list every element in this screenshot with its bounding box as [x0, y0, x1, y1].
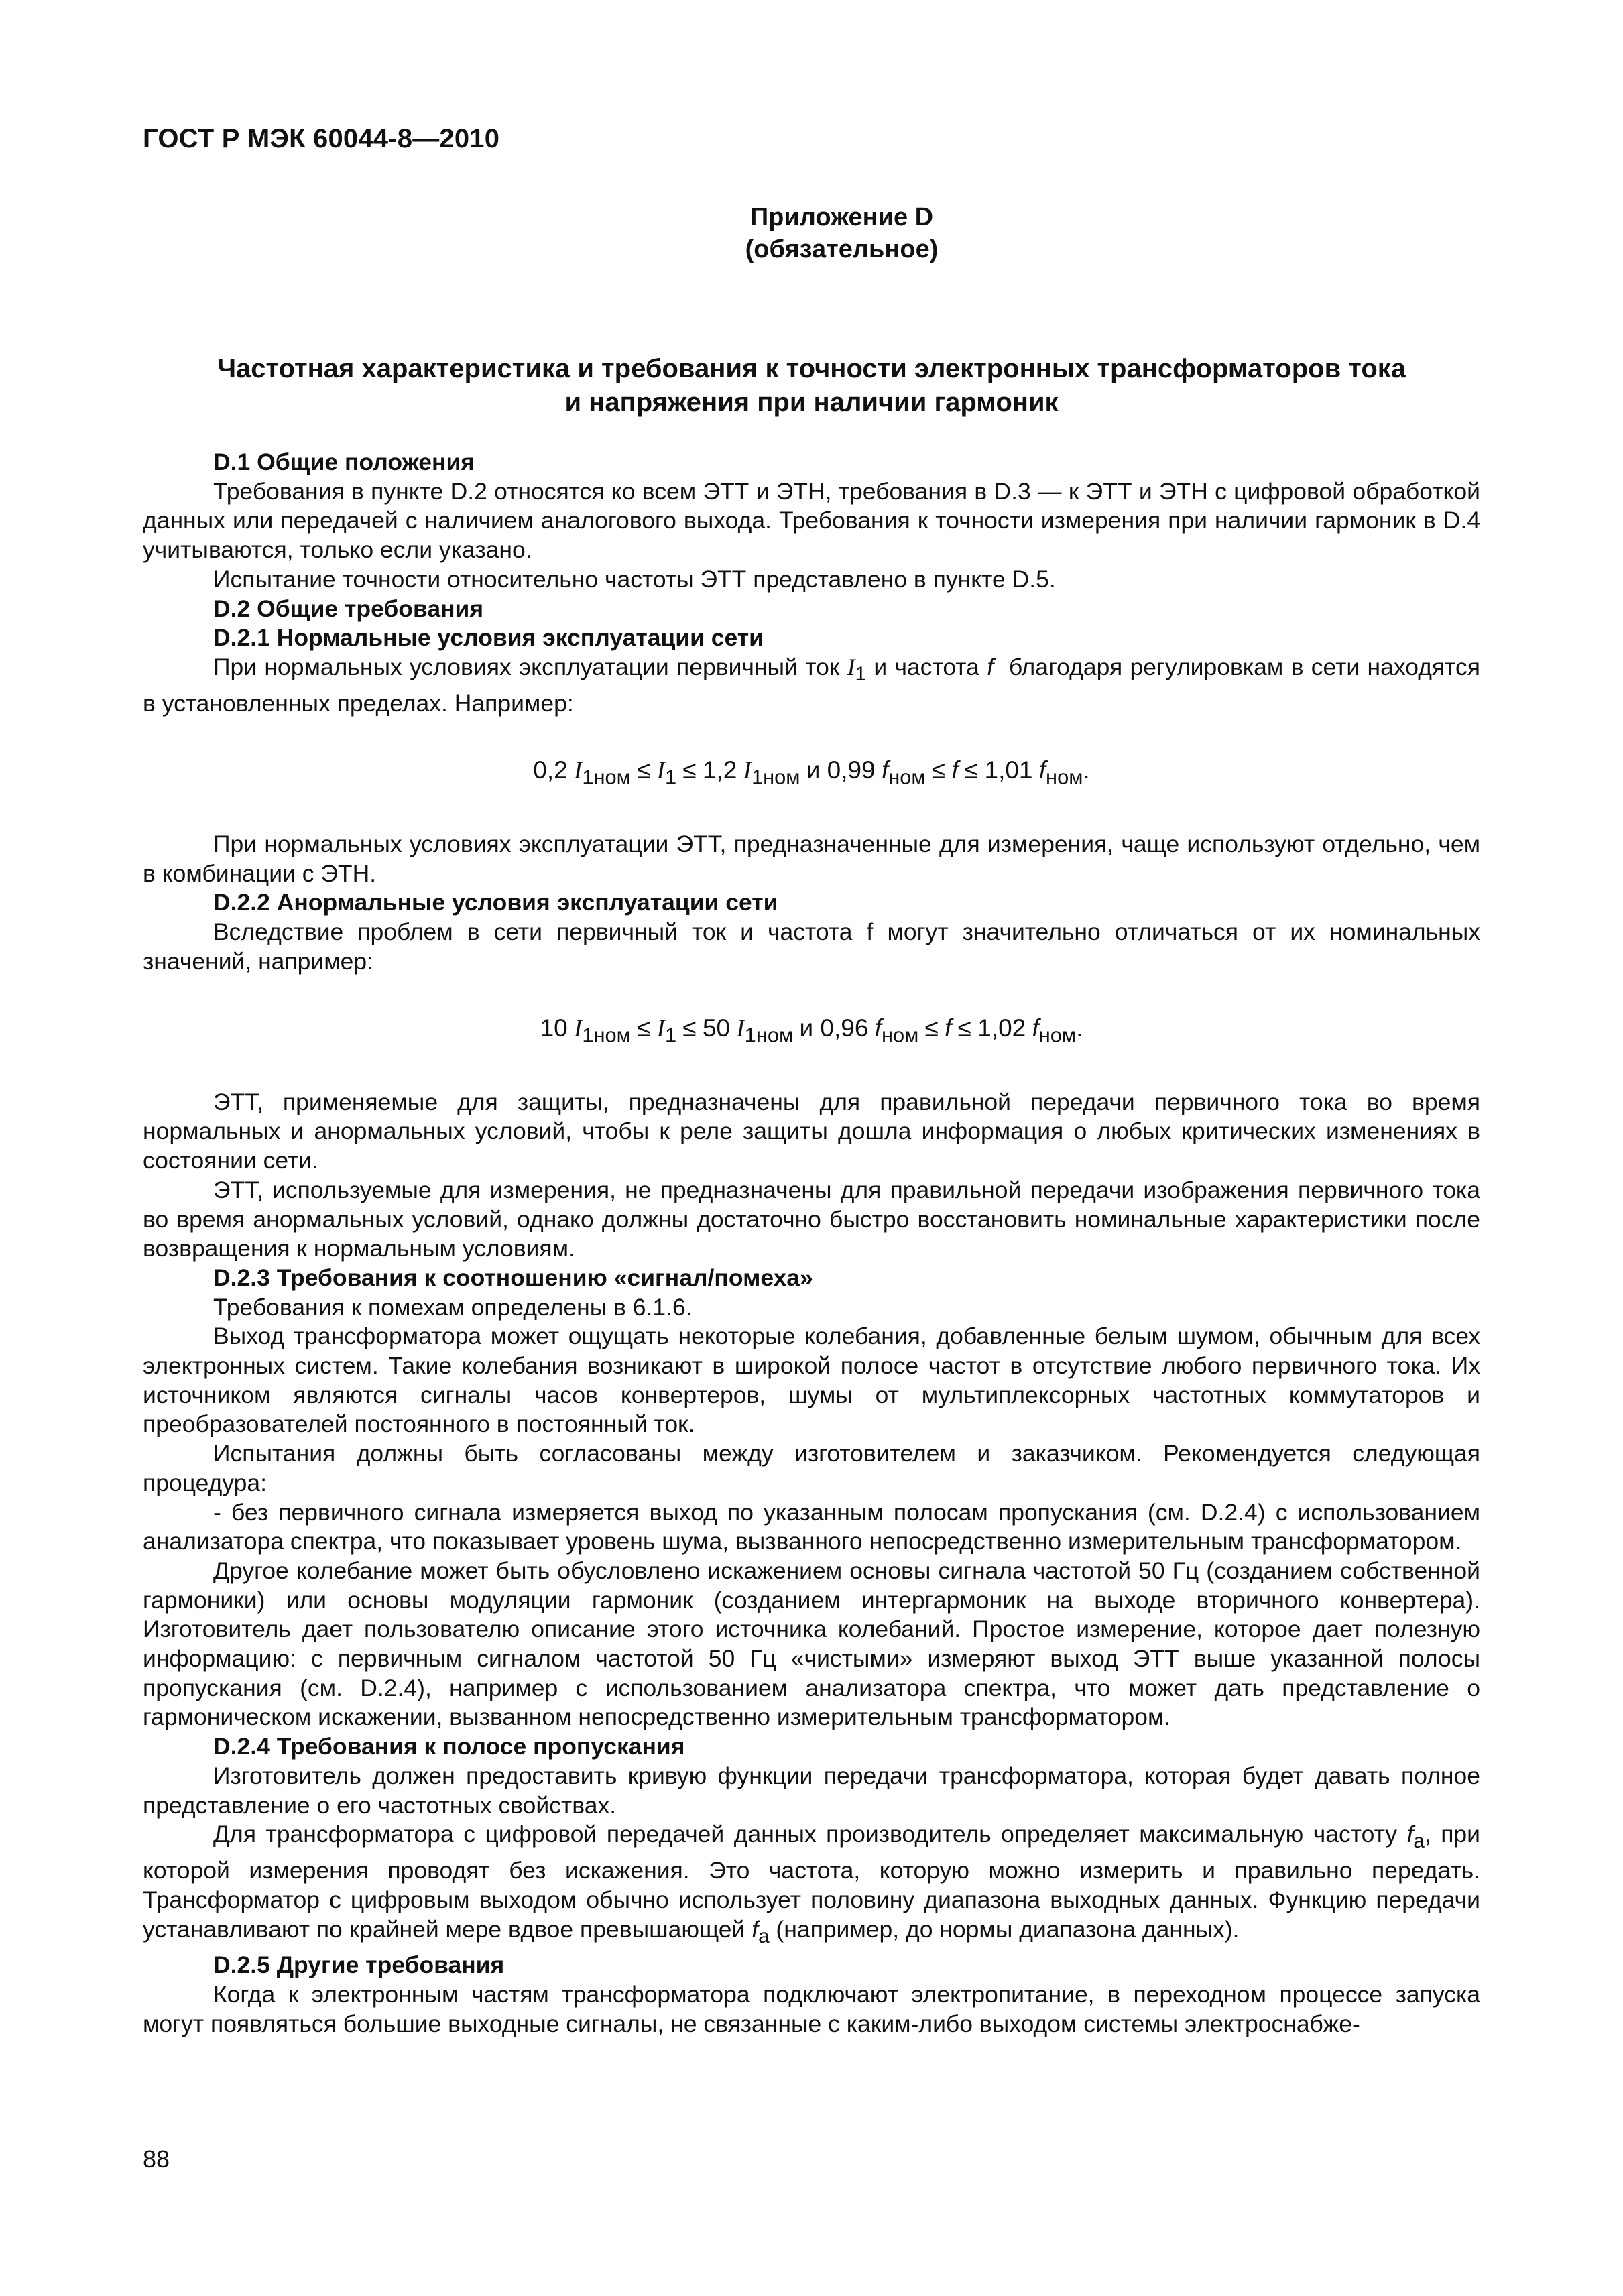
paragraph: Для трансформатора с цифровой передачей данных производитель определяет максимальную частоту $f_a$, при которой измерения проводят без искажения. Это частота, которую можно измерить и правильно передать. Трансформатор с цифровым выходом обычно использует половину диапазона выходных данных. Функцию передачи устанавливают по крайней мере вдвое превышающей $f_a$ (например, до нормы диапазона данных). [143, 1821, 1480, 1947]
paragraph: Выход трансформатора может ощущать некоторые колебания, добавленные белым шумом, обычным для всех электронных систем. Такие колебания возникают в широкой полосе частот в отсутствие любого первичного тока. Их источником являются сигналы часов конвертеров, шумы от мультиплексорных частотных коммутаторов и преобразователей постоянного в постоянный ток. [143, 1323, 1480, 1438]
paragraph: Изготовитель должен предоставить кривую функции передачи трансформатора, которая будет давать полное представление о его частотных свойствах. [143, 1762, 1480, 1819]
appendix-label [0, 201, 1623, 265]
appendix-name: Приложение D [749, 203, 934, 231]
paragraph: ЭТТ, используемые для измерения, не предназначены для правильной передачи изображения первичного тока во время анормальных условий, однако должны достаточно быстро восстановить номинальные характеристики после возвращения к нормальным условиям. [143, 1176, 1480, 1262]
document-body [143, 448, 1480, 2039]
paragraph: Другое колебание может быть обусловлено искажением основы сигнала частотой 50 Гц (созданием собственной гармоники) или основы модуляции гармоник (созданием интергармоник на выходе вторичного конвертера). Изготовитель дает пользователю описание этого источника колебаний. Простое измерение, которое дает полезную информацию: с первичным сигналом частотой 50 Гц «чистыми» измеряют выход ЭТТ выше указанной полосы пропускания (см. D.2.4), например с использованием анализатора спектра, что может дать представление о гармоническом искажении, вызванном непосредственно измерительным трансформатором. [143, 1557, 1480, 1731]
standard-header: ГОСТ Р МЭК 60044-8—2010 [143, 124, 500, 154]
paragraph: ЭТТ, применяемые для защиты, предназначены для правильной передачи первичного тока во время нормальных и анормальных условий, чтобы к реле защиты дошла информация о любых критических изменениях в состоянии сети. [143, 1088, 1480, 1174]
section-heading-d25: D.2.5 Другие требования [213, 1951, 505, 1979]
paragraph: Когда к электронным частям трансформатора подключают электропитание, в переходном процессе запуска могут появляться большие выходные сигналы, не связанные с каким-либо выходом системы электроснабже- [143, 1981, 1480, 2037]
paragraph: Требования к помехам определены в 6.1.6. [213, 1293, 693, 1321]
paragraph: Требования в пункте D.2 относятся ко всем ЭТТ и ЭТН, требования в D.3 — к ЭТТ и ЭТН с цифровой обработкой данных или передачей с наличием аналогового выхода. Требования к точности измерения при наличии гармоник в D.4 учитываются, только если указано. [143, 477, 1480, 564]
section-heading-d22: D.2.2 Анормальные условия эксплуатации сети [213, 889, 778, 916]
formula-normal-conditions: 0,2 $I_{1ном} \le I_1 \le 1,2$ $I_{1ном}$ и 0,99 $f_{ном} \le f \le 1,01$ $f_{ном}$. [533, 756, 1090, 789]
appendix-status: (обязательное) [745, 235, 939, 263]
section-heading-d24: D.2.4 Требования к полосе пропускания [213, 1733, 685, 1760]
section-heading-d23: D.2.3 Требования к соотношению «сигнал/помеха» [213, 1264, 813, 1291]
title-line-1: Частотная характеристика и требования к точности электронных трансформаторов тока [217, 354, 1406, 383]
paragraph: Испытания должны быть согласованы между изготовителем и заказчиком. Рекомендуется следующая процедура: [143, 1440, 1480, 1496]
section-heading-d2: D.2 Общие требования [213, 595, 484, 622]
section-heading-d1: D.1 Общие положения [213, 448, 475, 475]
paragraph: - без первичного сигнала измеряется выход по указанным полосам пропускания (см. D.2.4) с использованием анализатора спектра, что показывает уровень шума, вызванного непосредственно измерительным трансформатором. [143, 1498, 1480, 1555]
paragraph: При нормальных условиях эксплуатации ЭТТ, предназначенные для измерения, чаще используют отдельно, чем в комбинации с ЭТН. [143, 830, 1480, 887]
paragraph: При нормальных условиях эксплуатации первичный ток $I_1$ и частота f благодаря регулировкам в сети находятся в установленных пределах. Например: [143, 653, 1480, 717]
formula-abnormal-conditions: 10 $I_{1ном} \le I_1 \le 50$ $I_{1ном}$ и 0,96 $f_{ном} \le f \le 1,02$ $f_{ном}$. [540, 1014, 1083, 1047]
title-line-2: и напряжения при наличии гармоник [564, 387, 1059, 417]
paragraph: Испытание точности относительно частоты ЭТТ представлено в пункте D.5. [213, 565, 1056, 593]
section-heading-d21: D.2.1 Нормальные условия эксплуатации сети [213, 624, 764, 652]
page-number: 88 [143, 2145, 170, 2173]
appendix-title [143, 352, 1480, 419]
paragraph: Вследствие проблем в сети первичный ток и частота f могут значительно отличаться от их номинальных значений, например: [143, 918, 1480, 975]
